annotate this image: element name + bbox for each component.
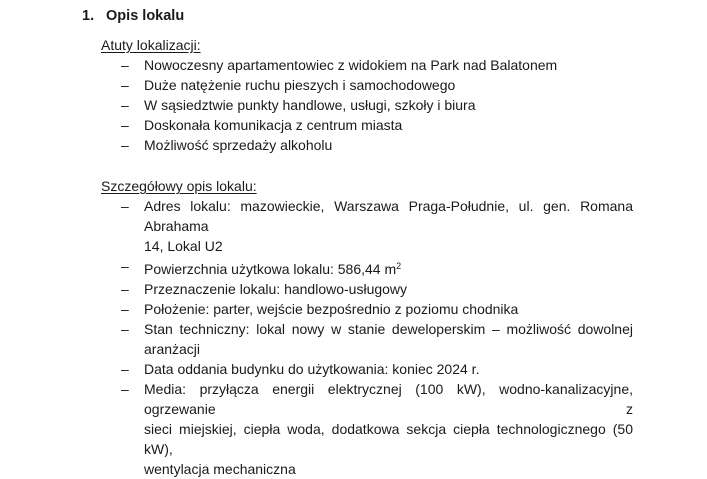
detail-media-line3: wentylacja mechaniczna — [144, 461, 296, 477]
list-item — [117, 95, 557, 115]
detail-purpose — [117, 279, 633, 299]
detail-media — [117, 379, 633, 479]
list-item-text: Możliwość sprzedaży alkoholu — [144, 137, 333, 153]
bullet-dash: – — [121, 97, 129, 113]
section-number: 1. — [82, 8, 95, 24]
detail-area — [117, 256, 633, 279]
advantages-list — [117, 55, 557, 155]
detail-condition — [117, 319, 633, 359]
bullet-dash: – — [121, 381, 129, 397]
list-item-text: Doskonała komunikacja z centrum miasta — [144, 117, 403, 133]
bullet-dash: – — [121, 77, 129, 93]
bullet-dash: – — [121, 117, 129, 133]
detail-condition-line2: aranżacji — [144, 341, 201, 357]
list-item-text: Nowoczesny apartamentowiec z widokiem na Park nad Balatonem — [144, 57, 558, 73]
detail-address — [117, 196, 633, 256]
detail-media-line1: Media: przyłącza energii elektrycznej (100 kW), wodno-kanalizacyjne, ogrzewanie z — [144, 381, 633, 417]
bullet-dash: – — [121, 258, 129, 274]
detail-location — [117, 299, 633, 319]
list-item — [117, 115, 557, 135]
bullet-dash: – — [121, 198, 129, 214]
details-list — [117, 196, 633, 479]
bullet-dash: – — [121, 301, 129, 317]
detail-address-line1: Adres lokalu: mazowieckie, Warszawa Praga-Południe, ul. gen. Romana Abrahama — [144, 198, 633, 234]
bullet-dash: – — [121, 137, 129, 153]
list-item — [117, 55, 557, 75]
detail-area-superscript: 2 — [396, 261, 402, 271]
detail-purpose-text: Przeznaczenie lokalu: handlowo-usługowy — [144, 281, 408, 297]
details-heading: Szczegółowy opis lokalu: — [101, 178, 257, 194]
detail-location-text: Położenie: parter, wejście bezpośrednio z poziomu chodnika — [144, 301, 519, 317]
detail-handover — [117, 359, 633, 379]
section-title: Opis lokalu — [106, 8, 185, 24]
detail-media-line2: sieci miejskiej, ciepła woda, dodatkowa sekcja ciepła technologicznego (50 kW), — [144, 421, 633, 457]
bullet-dash: – — [121, 57, 129, 73]
list-item — [117, 135, 557, 155]
list-item-text: Duże natężenie ruchu pieszych i samochodowego — [144, 77, 456, 93]
bullet-dash: – — [121, 321, 129, 337]
advantages-heading: Atuty lokalizacji: — [101, 37, 201, 53]
list-item-text: W sąsiedztwie punkty handlowe, usługi, szkoły i biura — [144, 97, 476, 113]
list-item — [117, 75, 557, 95]
bullet-dash: – — [121, 361, 129, 377]
detail-handover-text: Data oddania budynku do użytkowania: koniec 2024 r. — [144, 361, 480, 377]
detail-condition-line1: Stan techniczny: lokal nowy w stanie deweloperskim – możliwość dowolnej — [144, 321, 633, 337]
bullet-dash: – — [121, 281, 129, 297]
detail-address-line2: 14, Lokal U2 — [144, 238, 223, 254]
detail-area-text: Powierzchnia użytkowa lokalu: 586,44 m — [144, 261, 397, 277]
section-heading — [82, 8, 184, 24]
